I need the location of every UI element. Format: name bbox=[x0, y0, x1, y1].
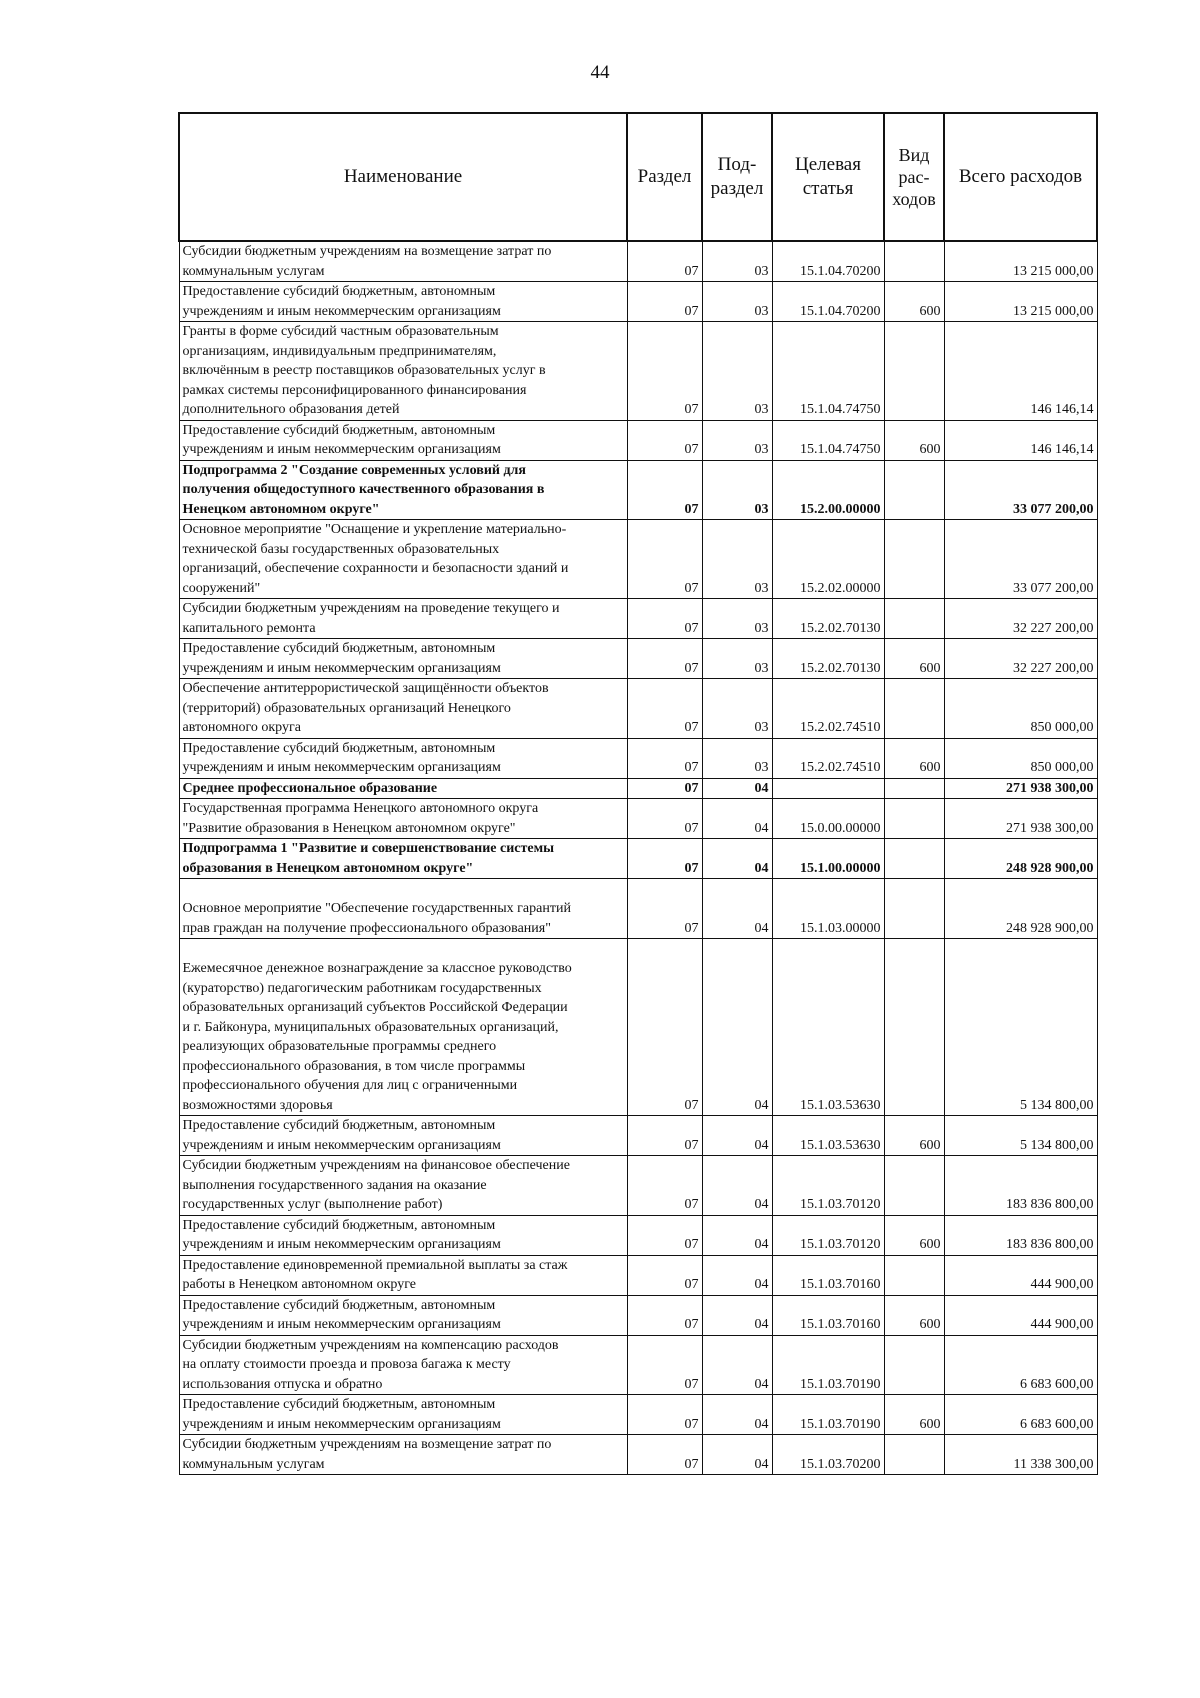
table-row bbox=[179, 799, 1097, 839]
cell-section: 07 bbox=[627, 778, 702, 799]
cell-section: 07 bbox=[627, 460, 702, 520]
cell-subsection: 03 bbox=[702, 599, 772, 639]
cell-kind bbox=[884, 1255, 944, 1295]
cell-total: 146 146,14 bbox=[944, 420, 1097, 460]
table-row bbox=[179, 282, 1097, 322]
cell-total: 13 215 000,00 bbox=[944, 241, 1097, 282]
cell-subsection: 04 bbox=[702, 1395, 772, 1435]
cell-total: 32 227 200,00 bbox=[944, 639, 1097, 679]
cell-kind bbox=[884, 1156, 944, 1216]
cell-target: 15.2.00.00000 bbox=[772, 460, 884, 520]
header-total: Всего расходов bbox=[944, 113, 1097, 241]
cell-total: 13 215 000,00 bbox=[944, 282, 1097, 322]
cell-subsection: 04 bbox=[702, 799, 772, 839]
cell-subsection: 04 bbox=[702, 1255, 772, 1295]
table-row bbox=[179, 879, 1097, 939]
cell-total: 6 683 600,00 bbox=[944, 1395, 1097, 1435]
cell-kind bbox=[884, 939, 944, 1116]
cell-target: 15.1.04.74750 bbox=[772, 322, 884, 421]
cell-target: 15.2.02.74510 bbox=[772, 679, 884, 739]
cell-target: 15.1.03.53630 bbox=[772, 939, 884, 1116]
cell-subsection: 04 bbox=[702, 778, 772, 799]
table-row bbox=[179, 1215, 1097, 1255]
cell-section: 07 bbox=[627, 1395, 702, 1435]
cell-total: 850 000,00 bbox=[944, 738, 1097, 778]
cell-target: 15.1.04.70200 bbox=[772, 241, 884, 282]
cell-subsection: 04 bbox=[702, 1116, 772, 1156]
cell-kind bbox=[884, 241, 944, 282]
cell-section: 07 bbox=[627, 799, 702, 839]
cell-name: Ежемесячное денежное вознаграждение за классное руководство (кураторство) педагогическим работникам государственных образовательных организаций субъектов Российской Федерации и г. Байконура, муниципальных образовательных организаций, реализующих образовательные программы среднего профессионального образования, в том числе программы профессионального обучения для лиц с ограниченными возможностями здоровья bbox=[179, 939, 627, 1116]
cell-kind bbox=[884, 1435, 944, 1475]
table-row bbox=[179, 1255, 1097, 1295]
cell-total: 146 146,14 bbox=[944, 322, 1097, 421]
cell-target: 15.0.00.00000 bbox=[772, 799, 884, 839]
cell-total: 5 134 800,00 bbox=[944, 1116, 1097, 1156]
cell-total: 5 134 800,00 bbox=[944, 939, 1097, 1116]
cell-subsection: 04 bbox=[702, 839, 772, 879]
cell-subsection: 04 bbox=[702, 1295, 772, 1335]
cell-target: 15.1.03.70160 bbox=[772, 1295, 884, 1335]
cell-section: 07 bbox=[627, 420, 702, 460]
cell-total: 271 938 300,00 bbox=[944, 778, 1097, 799]
cell-name: Субсидии бюджетным учреждениям на проведение текущего и капитального ремонта bbox=[179, 599, 627, 639]
table-row bbox=[179, 460, 1097, 520]
cell-section: 07 bbox=[627, 282, 702, 322]
cell-subsection: 03 bbox=[702, 460, 772, 520]
cell-section: 07 bbox=[627, 322, 702, 421]
cell-total: 33 077 200,00 bbox=[944, 460, 1097, 520]
cell-kind bbox=[884, 839, 944, 879]
cell-subsection: 03 bbox=[702, 738, 772, 778]
cell-section: 07 bbox=[627, 599, 702, 639]
cell-section: 07 bbox=[627, 879, 702, 939]
table-row bbox=[179, 738, 1097, 778]
table-row bbox=[179, 599, 1097, 639]
cell-subsection: 04 bbox=[702, 1435, 772, 1475]
cell-subsection: 04 bbox=[702, 939, 772, 1116]
cell-section: 07 bbox=[627, 520, 702, 599]
header-section: Раздел bbox=[627, 113, 702, 241]
cell-kind bbox=[884, 520, 944, 599]
cell-name: Субсидии бюджетным учреждениям на компенсацию расходов на оплату стоимости проезда и провоза багажа к месту использования отпуска и обратно bbox=[179, 1335, 627, 1395]
header-name: Наименование bbox=[179, 113, 627, 241]
table-row bbox=[179, 679, 1097, 739]
cell-total: 32 227 200,00 bbox=[944, 599, 1097, 639]
cell-name: Предоставление единовременной премиальной выплаты за стаж работы в Ненецком автономном округе bbox=[179, 1255, 627, 1295]
cell-kind: 600 bbox=[884, 1395, 944, 1435]
table-row bbox=[179, 520, 1097, 599]
cell-subsection: 03 bbox=[702, 322, 772, 421]
cell-name: Среднее профессиональное образование bbox=[179, 778, 627, 799]
cell-target: 15.1.03.70190 bbox=[772, 1395, 884, 1435]
cell-name: Субсидии бюджетным учреждениям на возмещение затрат по коммунальным услугам bbox=[179, 1435, 627, 1475]
cell-total: 444 900,00 bbox=[944, 1295, 1097, 1335]
cell-subsection: 03 bbox=[702, 679, 772, 739]
page-number: 44 bbox=[590, 62, 610, 83]
cell-section: 07 bbox=[627, 241, 702, 282]
cell-section: 07 bbox=[627, 939, 702, 1116]
cell-total: 183 836 800,00 bbox=[944, 1215, 1097, 1255]
header-target: Целевая статья bbox=[772, 113, 884, 241]
cell-section: 07 bbox=[627, 1255, 702, 1295]
cell-target: 15.1.03.53630 bbox=[772, 1116, 884, 1156]
table-row bbox=[179, 1335, 1097, 1395]
cell-kind bbox=[884, 322, 944, 421]
header-subsection: Под- раздел bbox=[702, 113, 772, 241]
cell-section: 07 bbox=[627, 1335, 702, 1395]
cell-section: 07 bbox=[627, 839, 702, 879]
cell-total: 11 338 300,00 bbox=[944, 1435, 1097, 1475]
cell-kind bbox=[884, 778, 944, 799]
cell-subsection: 03 bbox=[702, 282, 772, 322]
table-row bbox=[179, 939, 1097, 1116]
cell-subsection: 03 bbox=[702, 639, 772, 679]
cell-name: Субсидии бюджетным учреждениям на финансовое обеспечение выполнения государственного задания на оказание государственных услуг (выполнение работ) bbox=[179, 1156, 627, 1216]
budget-table bbox=[178, 112, 1098, 1475]
cell-target: 15.1.00.00000 bbox=[772, 839, 884, 879]
table-row bbox=[179, 322, 1097, 421]
cell-total: 850 000,00 bbox=[944, 679, 1097, 739]
cell-subsection: 03 bbox=[702, 420, 772, 460]
cell-total: 271 938 300,00 bbox=[944, 799, 1097, 839]
cell-target: 15.2.02.00000 bbox=[772, 520, 884, 599]
cell-target: 15.1.03.70160 bbox=[772, 1255, 884, 1295]
cell-name: Субсидии бюджетным учреждениям на возмещение затрат по коммунальным услугам bbox=[179, 241, 627, 282]
table-row bbox=[179, 1156, 1097, 1216]
cell-target: 15.1.03.70120 bbox=[772, 1156, 884, 1216]
cell-total: 248 928 900,00 bbox=[944, 879, 1097, 939]
table-row bbox=[179, 420, 1097, 460]
table-row bbox=[179, 839, 1097, 879]
cell-kind: 600 bbox=[884, 1116, 944, 1156]
cell-kind: 600 bbox=[884, 738, 944, 778]
cell-section: 07 bbox=[627, 1295, 702, 1335]
cell-section: 07 bbox=[627, 1156, 702, 1216]
cell-section: 07 bbox=[627, 1116, 702, 1156]
cell-name: Подпрограмма 1 "Развитие и совершенствование системы образования в Ненецком автономном округе" bbox=[179, 839, 627, 879]
table-row bbox=[179, 241, 1097, 282]
cell-target bbox=[772, 778, 884, 799]
cell-total: 444 900,00 bbox=[944, 1255, 1097, 1295]
cell-total: 183 836 800,00 bbox=[944, 1156, 1097, 1216]
cell-subsection: 04 bbox=[702, 1156, 772, 1216]
table-row bbox=[179, 639, 1097, 679]
cell-kind bbox=[884, 599, 944, 639]
cell-kind bbox=[884, 1335, 944, 1395]
cell-total: 248 928 900,00 bbox=[944, 839, 1097, 879]
cell-name: Предоставление субсидий бюджетным, автономным учреждениям и иным некоммерческим организациям bbox=[179, 1395, 627, 1435]
cell-name: Основное мероприятие "Оснащение и укрепление материально- технической базы государственных образовательных организаций, обеспечение сохранности и безопасности зданий и сооружений" bbox=[179, 520, 627, 599]
cell-name: Гранты в форме субсидий частным образовательным организациям, индивидуальным предпринимателям, включённым в реестр поставщиков образовательных услуг в рамках системы персонифицированного финансирования дополнительного образования детей bbox=[179, 322, 627, 421]
cell-section: 07 bbox=[627, 738, 702, 778]
table-row bbox=[179, 1395, 1097, 1435]
table-row bbox=[179, 1116, 1097, 1156]
cell-subsection: 03 bbox=[702, 241, 772, 282]
cell-target: 15.1.04.74750 bbox=[772, 420, 884, 460]
cell-name: Предоставление субсидий бюджетным, автономным учреждениям и иным некоммерческим организациям bbox=[179, 420, 627, 460]
cell-target: 15.1.03.70120 bbox=[772, 1215, 884, 1255]
cell-subsection: 04 bbox=[702, 1215, 772, 1255]
cell-target: 15.1.03.00000 bbox=[772, 879, 884, 939]
cell-name: Государственная программа Ненецкого автономного округа "Развитие образования в Ненецком автономном округе" bbox=[179, 799, 627, 839]
cell-name: Основное мероприятие "Обеспечение государственных гарантий прав граждан на получение профессионального образования" bbox=[179, 879, 627, 939]
table-header-row bbox=[179, 113, 1097, 241]
cell-target: 15.1.04.70200 bbox=[772, 282, 884, 322]
cell-kind: 600 bbox=[884, 1215, 944, 1255]
cell-name: Предоставление субсидий бюджетным, автономным учреждениям и иным некоммерческим организациям bbox=[179, 639, 627, 679]
table-body bbox=[179, 241, 1097, 1475]
cell-name: Предоставление субсидий бюджетным, автономным учреждениям и иным некоммерческим организациям bbox=[179, 1295, 627, 1335]
cell-kind: 600 bbox=[884, 1295, 944, 1335]
cell-name: Предоставление субсидий бюджетным, автономным учреждениям и иным некоммерческим организациям bbox=[179, 282, 627, 322]
cell-subsection: 04 bbox=[702, 1335, 772, 1395]
cell-name: Предоставление субсидий бюджетным, автономным учреждениям и иным некоммерческим организациям bbox=[179, 738, 627, 778]
cell-name: Обеспечение антитеррористической защищённости объектов (территорий) образовательных организаций Ненецкого автономного округа bbox=[179, 679, 627, 739]
cell-target: 15.2.02.74510 bbox=[772, 738, 884, 778]
cell-kind bbox=[884, 799, 944, 839]
table-row bbox=[179, 1295, 1097, 1335]
cell-target: 15.2.02.70130 bbox=[772, 639, 884, 679]
cell-kind: 600 bbox=[884, 420, 944, 460]
cell-target: 15.1.03.70200 bbox=[772, 1435, 884, 1475]
cell-name: Предоставление субсидий бюджетным, автономным учреждениям и иным некоммерческим организациям bbox=[179, 1116, 627, 1156]
cell-subsection: 04 bbox=[702, 879, 772, 939]
cell-kind: 600 bbox=[884, 639, 944, 679]
cell-kind: 600 bbox=[884, 282, 944, 322]
cell-total: 6 683 600,00 bbox=[944, 1335, 1097, 1395]
cell-section: 07 bbox=[627, 679, 702, 739]
header-kind: Вид рас- ходов bbox=[884, 113, 944, 241]
cell-name: Предоставление субсидий бюджетным, автономным учреждениям и иным некоммерческим организациям bbox=[179, 1215, 627, 1255]
cell-section: 07 bbox=[627, 1435, 702, 1475]
cell-target: 15.1.03.70190 bbox=[772, 1335, 884, 1395]
cell-total: 33 077 200,00 bbox=[944, 520, 1097, 599]
cell-section: 07 bbox=[627, 639, 702, 679]
table-row bbox=[179, 1435, 1097, 1475]
cell-kind bbox=[884, 879, 944, 939]
cell-target: 15.2.02.70130 bbox=[772, 599, 884, 639]
cell-kind bbox=[884, 460, 944, 520]
cell-subsection: 03 bbox=[702, 520, 772, 599]
table-row bbox=[179, 778, 1097, 799]
cell-kind bbox=[884, 679, 944, 739]
cell-name: Подпрограмма 2 "Создание современных условий для получения общедоступного качественного образования в Ненецком автономном округе" bbox=[179, 460, 627, 520]
cell-section: 07 bbox=[627, 1215, 702, 1255]
